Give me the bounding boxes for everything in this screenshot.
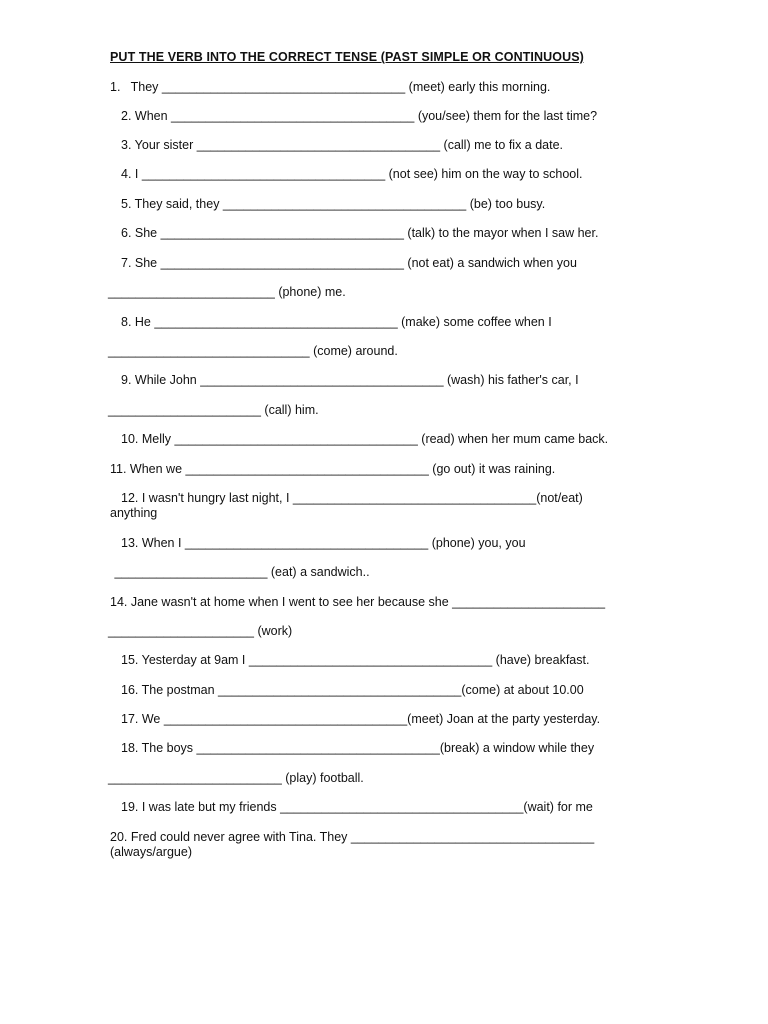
exercise-line-5: 5. They said, they ___________________________________ (be) too busy. xyxy=(121,197,546,211)
exercise-line-8-cont: _____________________________ (come) around. xyxy=(108,344,398,358)
exercise-line-14-cont: _____________________ (work) xyxy=(108,624,293,638)
exercise-line-20: 20. Fred could never agree with Tina. They ___________________________________ xyxy=(110,830,595,844)
exercise-line-2: 2. When ___________________________________ (you/see) them for the last time? xyxy=(121,109,598,123)
exercise-line-7-cont: ________________________ (phone) me. xyxy=(108,285,346,299)
worksheet-title: PUT THE VERB INTO THE CORRECT TENSE (PAST SIMPLE OR CONTINUOUS) xyxy=(110,50,584,64)
exercise-line-18-cont: _________________________ (play) football. xyxy=(108,771,364,785)
exercise-line-13-cont: ______________________ (eat) a sandwich.. xyxy=(111,565,370,579)
exercise-line-18: 18. The boys ___________________________________(break) a window while they xyxy=(121,741,595,755)
exercise-line-7: 7. She ___________________________________ (not eat) a sandwich when you xyxy=(121,256,577,270)
exercise-line-13: 13. When I ___________________________________ (phone) you, you xyxy=(121,536,526,550)
exercise-line-8: 8. He ___________________________________ (make) some coffee when I xyxy=(121,315,552,329)
exercise-line-1: 1. They ___________________________________ (meet) early this morning. xyxy=(110,80,551,94)
exercise-line-19: 19. I was late but my friends ___________________________________(wait) for me xyxy=(121,800,593,814)
exercise-line-11: 11. When we ___________________________________ (go out) it was raining. xyxy=(110,462,556,476)
exercise-line-14: 14. Jane wasn't at home when I went to see her because she ______________________ xyxy=(110,595,606,609)
exercise-line-9: 9. While John ___________________________________ (wash) his father's car, I xyxy=(121,373,579,387)
exercise-line-15: 15. Yesterday at 9am I ___________________________________ (have) breakfast. xyxy=(121,653,590,667)
exercise-line-10: 10. Melly ___________________________________ (read) when her mum came back. xyxy=(121,432,609,446)
exercise-line-6: 6. She ___________________________________ (talk) to the mayor when I saw her. xyxy=(121,226,599,240)
exercise-line-9-cont: ______________________ (call) him. xyxy=(108,403,319,417)
exercise-line-4: 4. I ___________________________________ (not see) him on the way to school. xyxy=(121,167,583,181)
exercise-line-12-cont: anything xyxy=(110,506,158,520)
exercise-line-12: 12. I wasn't hungry last night, I ___________________________________(not/eat) xyxy=(121,491,583,505)
exercise-line-3: 3. Your sister ___________________________________ (call) me to fix a date. xyxy=(121,138,564,152)
exercise-line-16: 16. The postman ___________________________________(come) at about 10.00 xyxy=(121,683,584,697)
exercise-line-20-cont: (always/argue) xyxy=(110,845,192,859)
exercise-line-17: 17. We ___________________________________(meet) Joan at the party yesterday. xyxy=(121,712,601,726)
